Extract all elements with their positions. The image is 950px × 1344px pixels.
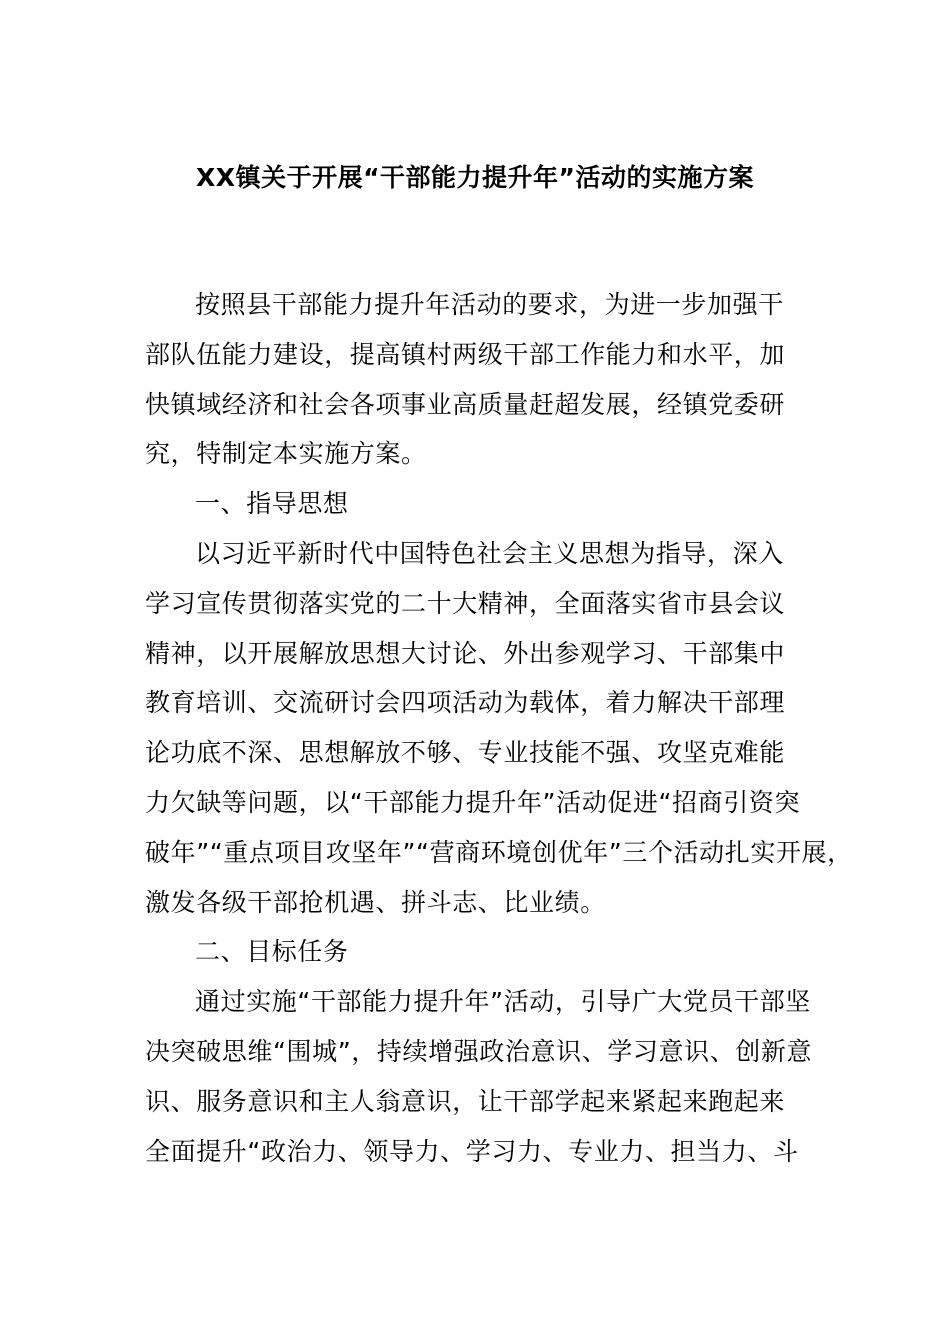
text-line: 精神，以开展解放思想大讨论、外出参观学习、干部集中 (145, 638, 786, 668)
text-line: 决突破思维“围城”，持续增强政治意识、学习意识、创新意 (145, 1036, 813, 1066)
text-line: 论功底不深、思想解放不够、专业技能不强、攻坚克难能 (145, 738, 786, 768)
text-line: 识、服务意识和主人翁意识，让干部学起来紧起来跑起来 (145, 1086, 786, 1116)
text-line: 破年”“重点项目攻坚年”“营商环境创优年”三个活动扎实开展， (145, 837, 853, 867)
text-line: 一、指导思想 (195, 489, 349, 519)
document-body (145, 280, 853, 1176)
text-line: 二、目标任务 (195, 937, 349, 967)
text-line: 全面提升“政治力、领导力、学习力、专业力、担当力、斗 (145, 1136, 799, 1166)
text-line: 力欠缺等问题，以“干部能力提升年”活动促进“招商引资突 (145, 787, 801, 817)
text-line: 激发各级干部抢机遇、拼斗志、比业绩。 (145, 887, 606, 917)
document-title: XX镇关于开展“干部能力提升年”活动的实施方案 (196, 163, 754, 192)
text-line: 学习宣传贯彻落实党的二十大精神，全面落实省市县会议 (145, 588, 786, 618)
text-line: 教育培训、交流研讨会四项活动为载体，着力解决干部理 (145, 688, 786, 718)
text-line: 按照县干部能力提升年活动的要求，为进一步加强干 (195, 290, 784, 319)
text-line: 以习近平新时代中国特色社会主义思想为指导，深入 (195, 538, 784, 568)
text-line: 通过实施“干部能力提升年”活动，引导广大党员干部坚 (195, 987, 811, 1017)
text-line: 快镇域经济和社会各项事业高质量赶超发展，经镇党委研 (145, 389, 786, 419)
text-line: 究，特制定本实施方案。 (145, 439, 427, 469)
text-line: 部队伍能力建设，提高镇村两级干部工作能力和水平，加 (145, 339, 786, 369)
